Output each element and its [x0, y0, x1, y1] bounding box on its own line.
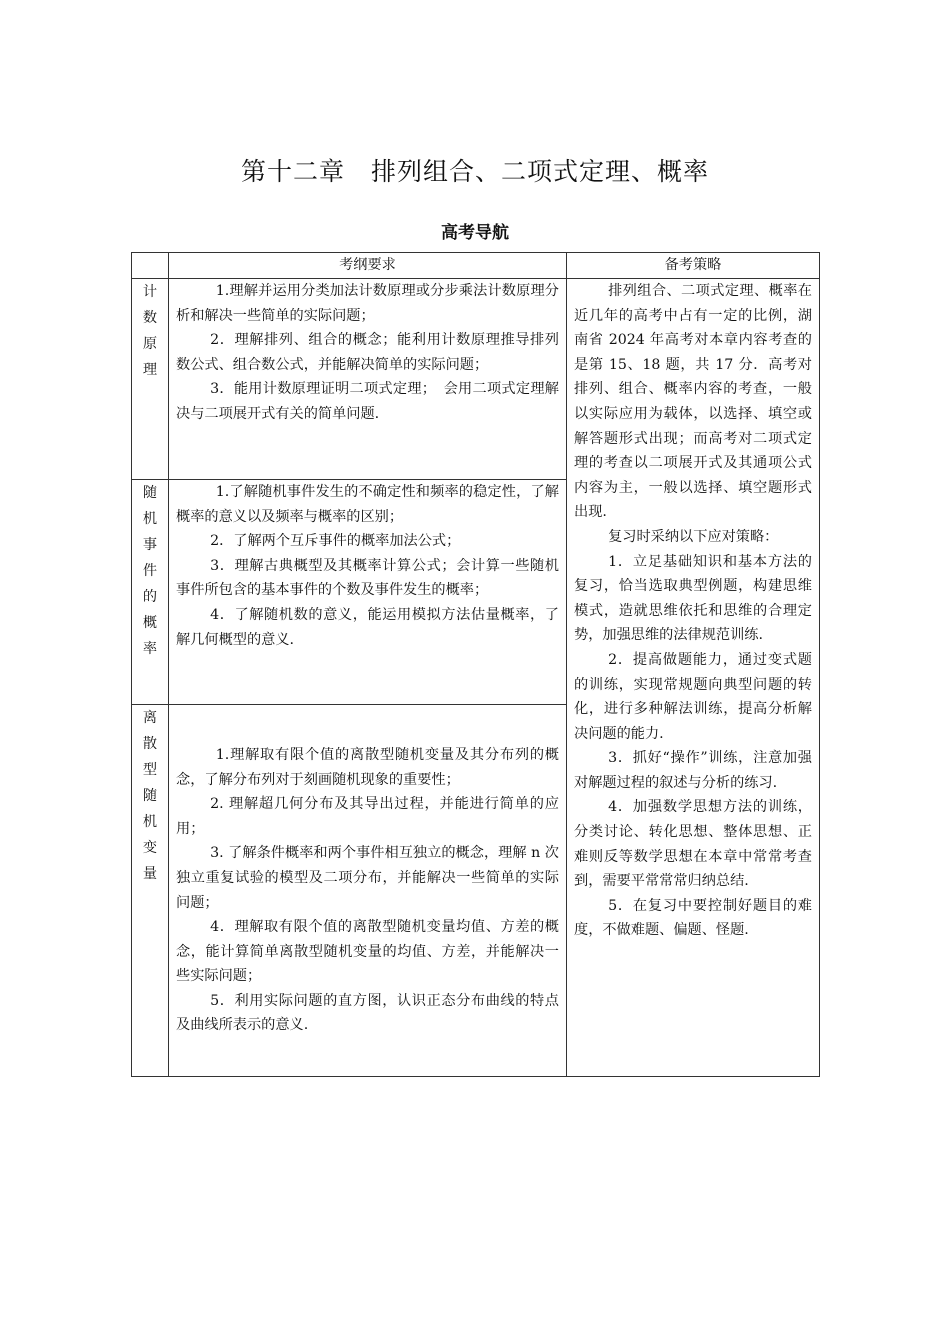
table-row: [132, 279, 820, 480]
strategy-paragraph: 3．抓好“操作”训练，注意加强对解题过程的叙述与分析的练习.: [574, 750, 812, 791]
chapter-title: 第十二章 排列组合、二项式定理、概率: [240, 157, 709, 186]
requirement-item: 5．利用实际问题的直方图，认识正态分布曲线的特点及曲线所表示的意义.: [176, 992, 559, 1034]
requirement-item: 2．理解排列、组合的概念；能利用计数原理推导排列数公式、组合数公式，并能解决简单的实际问题；: [176, 332, 559, 373]
header-requirements: 考纲要求: [169, 253, 567, 279]
requirement-item: 3．能用计数原理证明二项式定理； 会用二项式定理解决与二项展开式有关的简单问题.: [176, 381, 559, 422]
category-cell: [132, 279, 169, 480]
requirement-item: 4．理解取有限个值的离散型随机变量均值、方差的概念，能计算简单离散型随机变量的均值、方差，并能解决一些实际问题；: [176, 919, 559, 985]
category-label: 计数原理: [142, 284, 158, 378]
strategy-paragraph: 4．加强数学思想方法的训练，分类讨论、转化思想、整体思想、正难则反等数学思想在本章中常常考查到，需要平常常常归纳总结.: [574, 799, 812, 890]
strategy-paragraph: 1．立足基础知识和基本方法的复习，恰当选取典型例题，构建思维模式，造就思维依托和思维的合理定势，加强思维的法律规范训练.: [574, 553, 812, 644]
requirement-item: 4．了解随机数的意义，能运用模拟方法估量概率，了解几何概型的意义.: [176, 606, 559, 648]
category-label: 离散型随机变量: [142, 710, 158, 882]
requirement-item: 1.理解并运用分类加法计数原理或分步乘法计数原理分析和解决一些简单的实际问题；: [176, 283, 559, 324]
table-header-row: [132, 253, 820, 279]
strategy-paragraph: 2．提高做题能力，通过变式题的训练，实现常规题向典型问题的转化，进行多种解法训练，提高分析解决问题的能力.: [574, 651, 812, 742]
requirement-item: 2．了解两个互斥事件的概率加法公式；: [210, 533, 461, 550]
header-empty: [132, 253, 169, 279]
category-cell: [132, 705, 169, 1077]
requirement-item: 3. 了解条件概率和两个事件相互独立的概念，理解 n 次独立重复试验的模型及二项分布，并能解决一些简单的实际问题；: [176, 845, 559, 911]
section-title: 高考导航: [441, 223, 509, 243]
requirements-cell: [169, 705, 567, 1077]
strategy-paragraph: 复习时采纳以下应对策略：: [608, 528, 779, 545]
requirement-item: 1.了解随机事件发生的不确定性和频率的稳定性，了解概率的意义以及频率与概率的区别；: [176, 484, 559, 525]
requirement-item: 3．理解古典概型及其概率计算公式；会计算一些随机事件所包含的基本事件的个数及事件发生的概率；: [176, 557, 559, 599]
header-strategy: 备考策略: [567, 253, 820, 279]
category-label: 随机事件的概率: [142, 485, 158, 657]
exam-guide-table: [131, 252, 820, 1077]
strategy-paragraph: 排列组合、二项式定理、概率在近几年的高考中占有一定的比例，湖南省 2024 年高考对本章内容考查的是第 15、18 题，共 17 分．高考对排列、组合、概率内容的考查，一般以实际应用为载体，以选择、填空或解答题形式出现；而高考对二项式定理的考查以二项展开式及其通项公式内容为主，一般以选择、填空题形式出现.: [574, 283, 812, 521]
category-cell: [132, 480, 169, 705]
requirements-cell: [169, 480, 567, 705]
requirement-item: 2. 理解超几何分布及其导出过程，并能进行简单的应用；: [176, 796, 559, 837]
requirements-cell: [169, 279, 567, 480]
requirement-item: 1.理解取有限个值的离散型随机变量及其分布列的概念，了解分布列对于刻画随机现象的重要性；: [176, 746, 559, 788]
strategy-cell: [567, 279, 820, 1077]
strategy-paragraph: 5．在复习中要控制好题目的难度，不做难题、偏题、怪题.: [574, 897, 812, 939]
